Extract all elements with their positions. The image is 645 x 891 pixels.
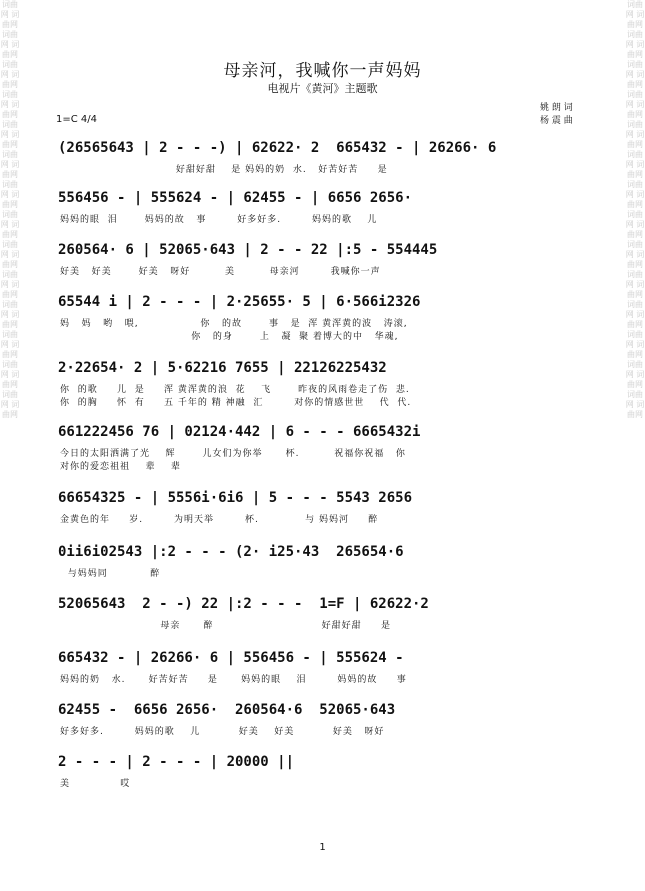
lyric-line: 妈妈的眼 泪 妈妈的故 事 好多好多. 妈妈的歌 儿 xyxy=(60,215,378,225)
notation-line: 665432 - | 26266· 6 | 556456 - | 555624 - xyxy=(58,650,404,666)
lyric-line: 美 哎 xyxy=(60,779,131,789)
lyric-line: 好美 好美 好美 呀好 美 母亲河 我喊你一声 xyxy=(60,267,381,277)
notation-line: 52065643 2 - -) 22 |:2 - - - 1=F | 62622·2 xyxy=(58,596,429,612)
composer-credit: 杨 震 曲 xyxy=(540,116,573,126)
lyricist-credit: 姚 朗 词 xyxy=(540,103,573,113)
watermark-right: 词曲网 词曲网 词曲网 词曲网 词曲网 词曲网 词曲网 词曲网 词曲网 词曲网 词曲网 词曲网 词曲网 词曲网 词曲网 词曲网 词曲网 词曲网 词曲网 词曲网 词曲网 词曲网 词曲网 词曲网 词曲网 词曲网 词曲网 词曲网 xyxy=(625,0,645,419)
lyric-line-verse2: 你 的身 上 凝 聚 着博大的中 华魂, xyxy=(60,332,399,342)
notation-line: 62455 - 6656 2656· 260564·6 52065·643 xyxy=(58,702,396,718)
watermark-left: 词曲网 词曲网 词曲网 词曲网 词曲网 词曲网 词曲网 词曲网 词曲网 词曲网 词曲网 词曲网 词曲网 词曲网 词曲网 词曲网 词曲网 词曲网 词曲网 词曲网 词曲网 词曲网 词曲网 词曲网 词曲网 词曲网 词曲网 词曲网 xyxy=(0,0,20,419)
notation-line: 66654325 - | 5556i·6i6 | 5 - - - 5543 2656 xyxy=(58,490,413,506)
lyric-line: 好甜好甜 是 妈妈的奶 水. 好苦好苦 是 xyxy=(60,165,388,175)
song-subtitle: 电视片《黄河》主题歌 xyxy=(267,82,378,95)
lyric-line: 金黄色的年 岁. 为明天举 杯. 与 妈妈河 醉 xyxy=(60,515,379,525)
notation-line: 65544 i | 2 - - - | 2·25655· 5 | 6·566i2326 xyxy=(58,294,421,310)
notation-line: 556456 - | 555624 - | 62455 - | 6656 2656· xyxy=(58,190,413,206)
notation-line: 260564· 6 | 52065·643 | 2 - - 22 |:5 - 554445 xyxy=(58,242,438,258)
lyric-line-verse2: 对你的爱恋祖祖 辈 辈 xyxy=(60,462,181,472)
lyric-line: 今日的太阳洒满了光 辉 儿女们为你举 杯. 祝福你祝福 你 xyxy=(60,449,406,459)
notation-line: 0ii6i02543 |:2 - - - (2· i25·43 265654·6 xyxy=(58,544,404,560)
key-signature: 1=C 4/4 xyxy=(56,114,97,125)
lyric-line: 妈妈的奶 水. 好苦好苦 是 妈妈的眼 泪 妈妈的故 事 xyxy=(60,675,407,685)
lyric-line: 母亲 醉 好甜好甜 是 xyxy=(60,621,391,631)
lyric-line: 好多好多. 妈妈的歌 儿 好美 好美 好美 呀好 xyxy=(60,727,385,737)
lyric-line: 你 的歌 儿 是 浑 黄浑黄的浪 花 飞 昨夜的风雨卷走了伤 悲. xyxy=(60,385,410,395)
song-title: 母亲河，我喊你一声妈妈 xyxy=(223,61,422,81)
lyric-line: 与妈妈同 醉 xyxy=(60,569,161,579)
notation-line: 661222456 76 | 02124·442 | 6 - - - 6665432i xyxy=(58,424,421,440)
notation-line: 2 - - - | 2 - - - | 20000 || xyxy=(58,754,295,770)
lyric-line-verse2: 你 的胸 怀 有 五 千年的 精 神融 汇 对你的情感世世 代 代. xyxy=(60,398,412,408)
lyric-line: 妈 妈 哟 喂, 你 的故 事 是 浑 黄浑黄的波 涛滚, xyxy=(60,319,408,329)
page-number: 1 xyxy=(319,842,326,853)
notation-line: 2·22654· 2 | 5·62216 7655 | 22126225432 xyxy=(58,360,387,376)
notation-line: (26565643 | 2 - - -) | 62622· 2 665432 - | 26266· 6 xyxy=(58,140,497,156)
